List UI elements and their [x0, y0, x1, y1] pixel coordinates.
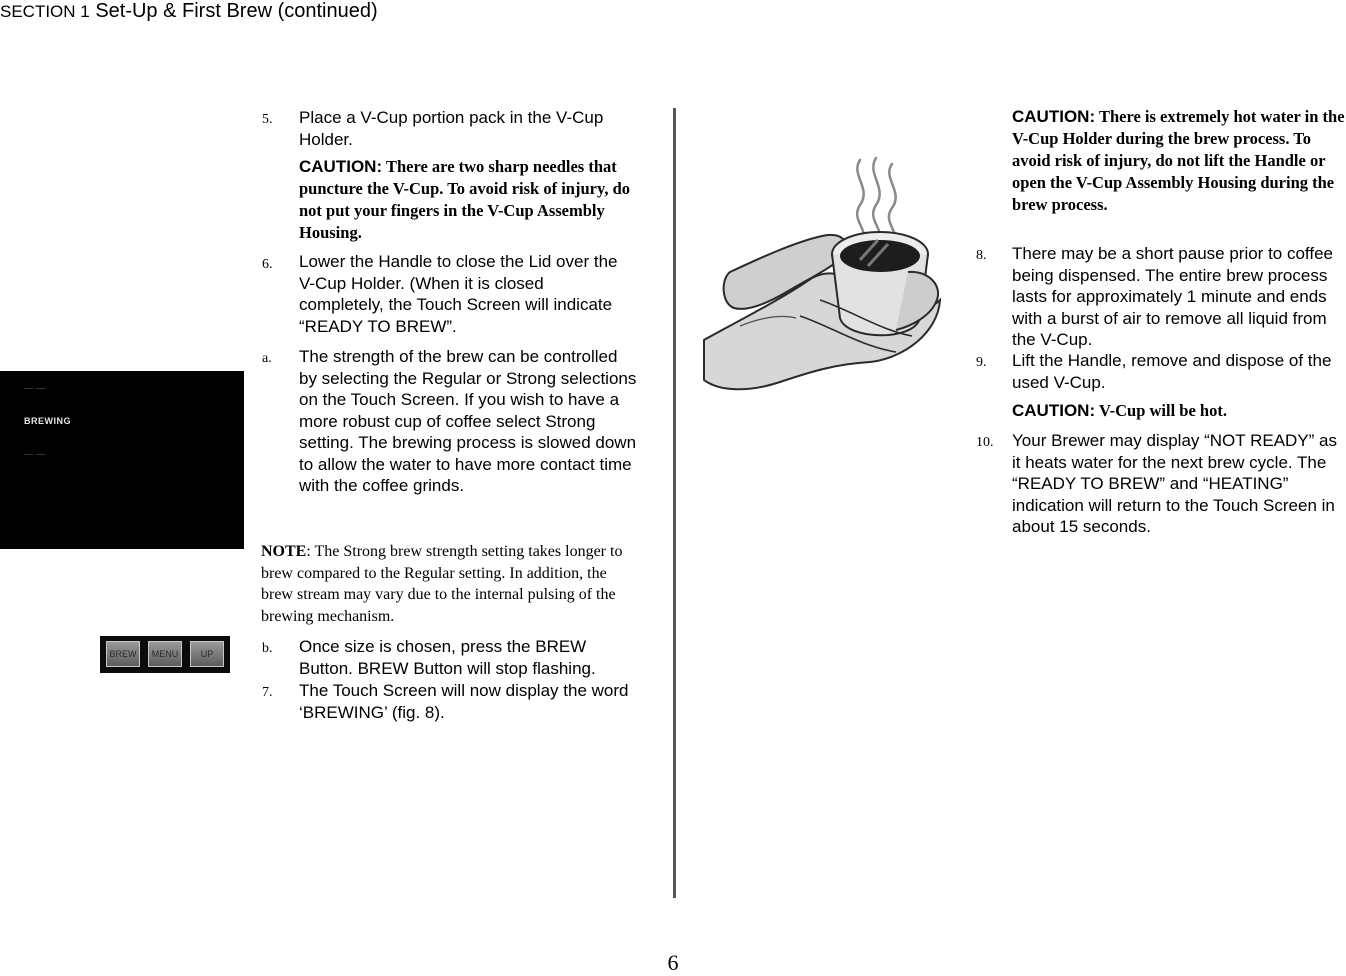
brew-button: BREW — [106, 641, 140, 667]
caution-needles — [299, 156, 639, 244]
page-number: 6 — [667, 950, 679, 975]
caution-vcup-hot — [1012, 400, 1346, 422]
screen-brewing-status: BREWING — [24, 416, 71, 426]
caution-label: CAUTION: — [1012, 401, 1096, 420]
screen-menu-row: — — — [24, 383, 47, 393]
step-number: 6. — [262, 257, 273, 272]
brewer-button-bar — [100, 636, 230, 673]
note-label: NOTE — [261, 543, 307, 560]
step-8-text: There may be a short pause prior to coffee being dispensed. The entire brew process lasts for approximately 1 minute and ends with a burst of air to remove all liquid from the V-Cup. — [1012, 244, 1333, 349]
step-number: 9. — [976, 355, 987, 370]
caution-text: V-Cup will be hot. — [1098, 401, 1227, 420]
step-5-text: Place a V-Cup portion pack in the V-Cup Holder. — [299, 108, 604, 149]
step-9-text: Lift the Handle, remove and dispose of the used V-Cup. — [1012, 351, 1332, 392]
section-header — [0, 0, 378, 23]
section-label: SECTION 1 — [0, 2, 90, 21]
column-divider — [673, 108, 676, 898]
caution-label: CAUTION: — [299, 157, 383, 176]
caution-label: CAUTION: — [1012, 107, 1096, 126]
step-letter: a. — [262, 351, 272, 366]
step-6-text: Lower the Handle to close the Lid over the V-Cup Holder. (When it is closed completely, the Touch Screen will indicate “READY TO BREW”. — [299, 252, 618, 336]
step-b-text: Once size is chosen, press the BREW Button. BREW Button will stop flashing. — [299, 637, 596, 678]
caution-text: There is extremely hot water in the V-Cup Holder during the brew process. To avoid risk of injury, do not lift the Handle or open the V-Cup Assembly Housing during the brew process. — [1012, 107, 1345, 214]
step-number: 10. — [976, 435, 994, 450]
step-number: 7. — [262, 685, 273, 700]
note-paragraph — [261, 541, 633, 627]
section-title: Set-Up & First Brew (continued) — [95, 0, 378, 22]
touch-screen-figure — [0, 371, 244, 549]
step-letter: b. — [262, 641, 273, 656]
step-a-text: The strength of the brew can be controlled by selecting the Regular or Strong selections on the Touch Screen. If you wish to have a more robust cup of coffee select Strong setting. The brewing process is slowed down to allow the water to have more contact time with the coffee grinds. — [299, 347, 637, 495]
caution-text: There are two sharp needles that puncture the V-Cup. To avoid risk of injury, do not put your fingers in the V-Cup Assembly Housing. — [299, 157, 630, 242]
step-7-text: The Touch Screen will now display the word ‘BREWING’ (fig. 8). — [299, 681, 629, 722]
up-button: UP — [190, 641, 224, 667]
note-text: : The Strong brew strength setting takes longer to brew compared to the Regular setting. In addition, the brew stream may vary due to the internal pulsing of the brewing mechanism. — [261, 543, 623, 625]
screen-menu-row: — — — [24, 449, 47, 459]
hands-holding-coffee-illustration — [700, 150, 960, 400]
step-number: 5. — [262, 112, 273, 127]
menu-button: MENU — [148, 641, 182, 667]
caution-hot-water — [1012, 106, 1346, 216]
step-number: 8. — [976, 248, 987, 263]
step-10-text: Your Brewer may display “NOT READY” as it heats water for the next brew cycle. The “READY TO BREW” and “HEATING” indication will return to the Touch Screen in about 15 seconds. — [1012, 431, 1337, 536]
